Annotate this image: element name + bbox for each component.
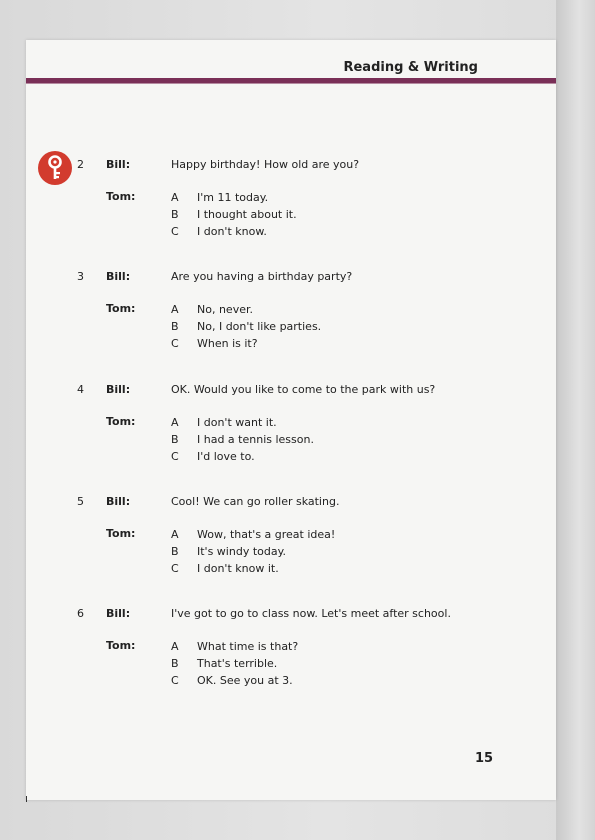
question-number: 5 bbox=[77, 495, 84, 508]
workbook-page bbox=[26, 40, 556, 800]
speaker-line: I've got to go to class now. Let's meet after school. bbox=[171, 607, 451, 620]
option-c: C I don't know it. bbox=[171, 562, 279, 575]
question-number: 2 bbox=[77, 158, 84, 171]
key-icon bbox=[38, 151, 72, 185]
option-a: A What time is that? bbox=[171, 640, 299, 653]
option-c: C When is it? bbox=[171, 337, 258, 350]
respondent-label: Tom: bbox=[106, 639, 136, 652]
crop-mark bbox=[26, 796, 27, 802]
option-a: A Wow, that's a great idea! bbox=[171, 528, 336, 541]
speaker-label: Bill: bbox=[106, 270, 131, 283]
page-number: 15 bbox=[475, 751, 494, 766]
speaker-line: Cool! We can go roller skating. bbox=[171, 495, 340, 508]
key-icon-glyph bbox=[38, 151, 72, 185]
option-a: A I don't want it. bbox=[171, 416, 277, 429]
question-number: 3 bbox=[77, 270, 84, 283]
speaker-label: Bill: bbox=[106, 607, 131, 620]
option-a: A No, never. bbox=[171, 303, 253, 316]
option-b: B It's windy today. bbox=[171, 545, 287, 558]
respondent-label: Tom: bbox=[106, 527, 136, 540]
speaker-line: Are you having a birthday party? bbox=[171, 270, 353, 283]
section-title: Reading & Writing bbox=[343, 60, 478, 75]
header-rule-shadow bbox=[26, 83, 556, 84]
respondent-label: Tom: bbox=[106, 302, 136, 315]
speaker-label: Bill: bbox=[106, 158, 131, 171]
option-b: B That's terrible. bbox=[171, 657, 278, 670]
option-b: B I thought about it. bbox=[171, 208, 297, 221]
question-number: 6 bbox=[77, 607, 84, 620]
speaker-label: Bill: bbox=[106, 495, 131, 508]
option-a: A I'm 11 today. bbox=[171, 191, 269, 204]
respondent-label: Tom: bbox=[106, 190, 136, 203]
speaker-line: Happy birthday! How old are you? bbox=[171, 158, 360, 171]
speaker-label: Bill: bbox=[106, 383, 131, 396]
question-number: 4 bbox=[77, 383, 84, 396]
speaker-line: OK. Would you like to come to the park with us? bbox=[171, 383, 436, 396]
option-b: B No, I don't like parties. bbox=[171, 320, 322, 333]
page-edge-shadow bbox=[556, 0, 595, 840]
option-c: C I'd love to. bbox=[171, 450, 255, 463]
option-c: C I don't know. bbox=[171, 225, 267, 238]
option-b: B I had a tennis lesson. bbox=[171, 433, 314, 446]
option-c: C OK. See you at 3. bbox=[171, 674, 293, 687]
respondent-label: Tom: bbox=[106, 415, 136, 428]
